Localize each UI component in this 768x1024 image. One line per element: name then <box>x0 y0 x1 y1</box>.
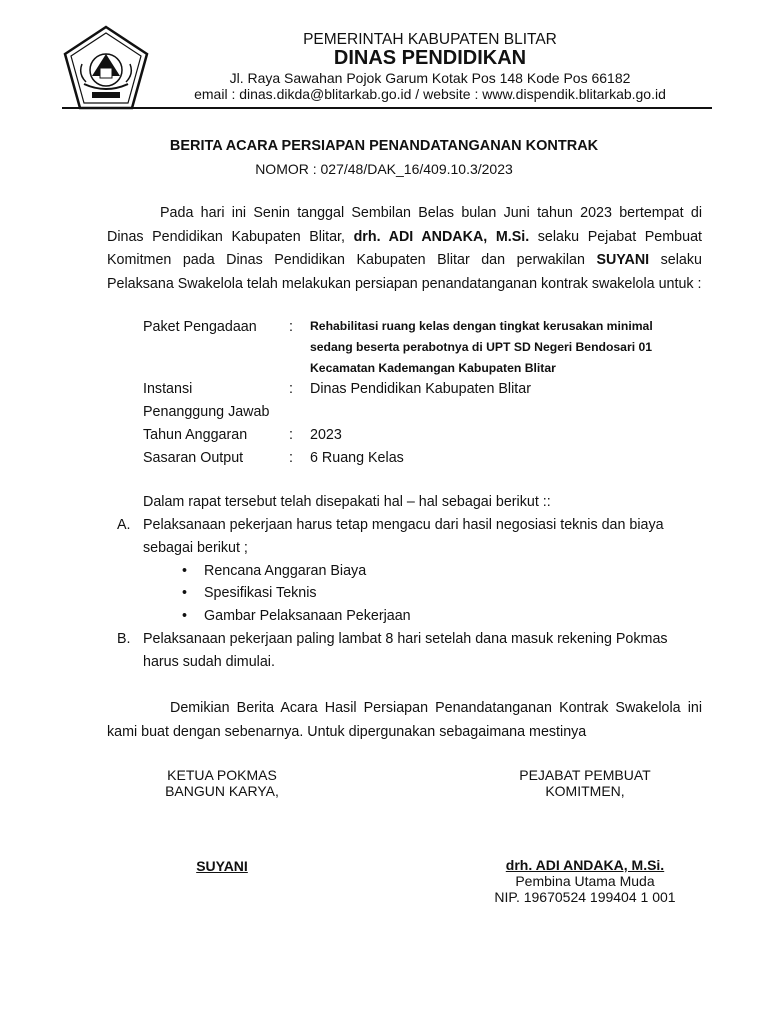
tahun-label: Tahun Anggaran <box>143 427 248 443</box>
office-address: Jl. Raya Sawahan Pojok Garum Kotak Pos 148 Kode Pos 66182 <box>229 70 631 86</box>
signature-right-name: drh. ADI ANDAKA, M.Si. <box>505 857 665 873</box>
paket-value-line-1: Rehabilitasi ruang kelas dengan tingkat kerusakan minimal <box>310 319 653 333</box>
bullet-item: Spesifikasi Teknis <box>204 585 317 601</box>
item-a-marker: A. <box>117 517 131 533</box>
office-contact: email : dinas.dikda@blitarkab.go.id / website : www.dispendik.blitarkab.go.id <box>194 86 666 102</box>
kabupaten-blitar-emblem-icon <box>62 24 150 112</box>
signature-right-details <box>470 857 700 905</box>
paket-value-line-2: sedang beserta perabotnya di UPT SD Negeri Bendosari 01 <box>310 340 653 354</box>
sasaran-value: 6 Ruang Kelas <box>310 450 404 466</box>
instansi-colon: : <box>289 381 293 397</box>
intro-text-3: selaku Pelaksana Swakelola telah melakukan persiapan penandatanganan kontrak swakelola untuk : <box>107 252 702 293</box>
item-b-line-2: harus sudah dimulai. <box>143 654 275 670</box>
instansi-value: Dinas Pendidikan Kabupaten Blitar <box>310 381 531 397</box>
letterhead-divider <box>62 107 712 109</box>
signature-right-role-1: PEJABAT PEMBUAT <box>519 767 651 783</box>
government-name: PEMERINTAH KABUPATEN BLITAR <box>303 31 557 48</box>
item-a-line-1: Pelaksanaan pekerjaan harus tetap mengacu dari hasil negosiasi teknis dan biaya <box>143 517 664 533</box>
item-b-line-1: Pelaksanaan pekerjaan paling lambat 8 hari setelah dana masuk rekening Pokmas <box>143 631 668 647</box>
sasaran-colon: : <box>289 450 293 466</box>
item-a-line-2: sebagai berikut ; <box>143 540 248 556</box>
signature-right-rank: Pembina Utama Muda <box>515 873 655 889</box>
tahun-colon: : <box>289 427 293 443</box>
signature-right-block <box>470 767 700 799</box>
signature-right-nip: NIP. 19670524 199404 1 001 <box>494 889 676 905</box>
bullet-icon: • <box>182 563 188 579</box>
signature-left-role-2: BANGUN KARYA, <box>165 783 279 799</box>
instansi-label: Instansi <box>143 381 193 397</box>
bullet-icon: • <box>182 585 188 601</box>
office-name: DINAS PENDIDIKAN <box>333 47 527 69</box>
intro-paragraph <box>107 202 702 297</box>
document-title: BERITA ACARA PERSIAPAN PENANDATANGANAN KONTRAK <box>169 138 599 154</box>
paket-colon: : <box>289 319 293 335</box>
instansi-label-2: Penanggung Jawab <box>143 404 270 420</box>
agreement-intro: Dalam rapat tersebut telah disepakati hal – hal sebagai berikut :: <box>143 494 551 510</box>
signature-left-name: SUYANI <box>196 858 248 874</box>
intro-representative-name: SUYANI <box>596 252 650 269</box>
signature-left-role-1: KETUA POKMAS <box>167 767 277 783</box>
bullet-item: Rencana Anggaran Biaya <box>204 563 367 579</box>
paket-value-line-3: Kecamatan Kademangan Kabupaten Blitar <box>310 361 556 375</box>
sasaran-label: Sasaran Output <box>143 450 244 466</box>
signature-left-block <box>122 767 322 799</box>
paket-value <box>310 316 710 379</box>
intro-official-name: drh. ADI ANDAKA, M.Si. <box>353 228 530 245</box>
bullet-icon: • <box>182 608 188 624</box>
paket-label: Paket Pengadaan <box>143 319 257 335</box>
closing-paragraph: Demikian Berita Acara Hasil Persiapan Penandatanganan Kontrak Swakelola ini kami buat dengan sebenarnya. Untuk dipergunakan sebagaimana mestinya <box>107 700 702 740</box>
intro-text-1: Pada hari ini Senin tanggal Sembilan Belas bulan Juni tahun 2023 bertempat di Dinas Pendidikan Kabupaten Blitar, <box>107 205 702 245</box>
item-b-marker: B. <box>117 631 131 647</box>
bullet-item: Gambar Pelaksanaan Pekerjaan <box>204 608 411 624</box>
tahun-value: 2023 <box>310 427 342 443</box>
intro-text-2: selaku Pejabat Pembuat Komitmen pada Dinas Pendidikan Kabupaten Blitar dan perwakilan <box>107 228 702 269</box>
document-number: NOMOR : 027/48/DAK_16/409.10.3/2023 <box>255 161 513 177</box>
signature-right-role-2: KOMITMEN, <box>545 783 625 799</box>
